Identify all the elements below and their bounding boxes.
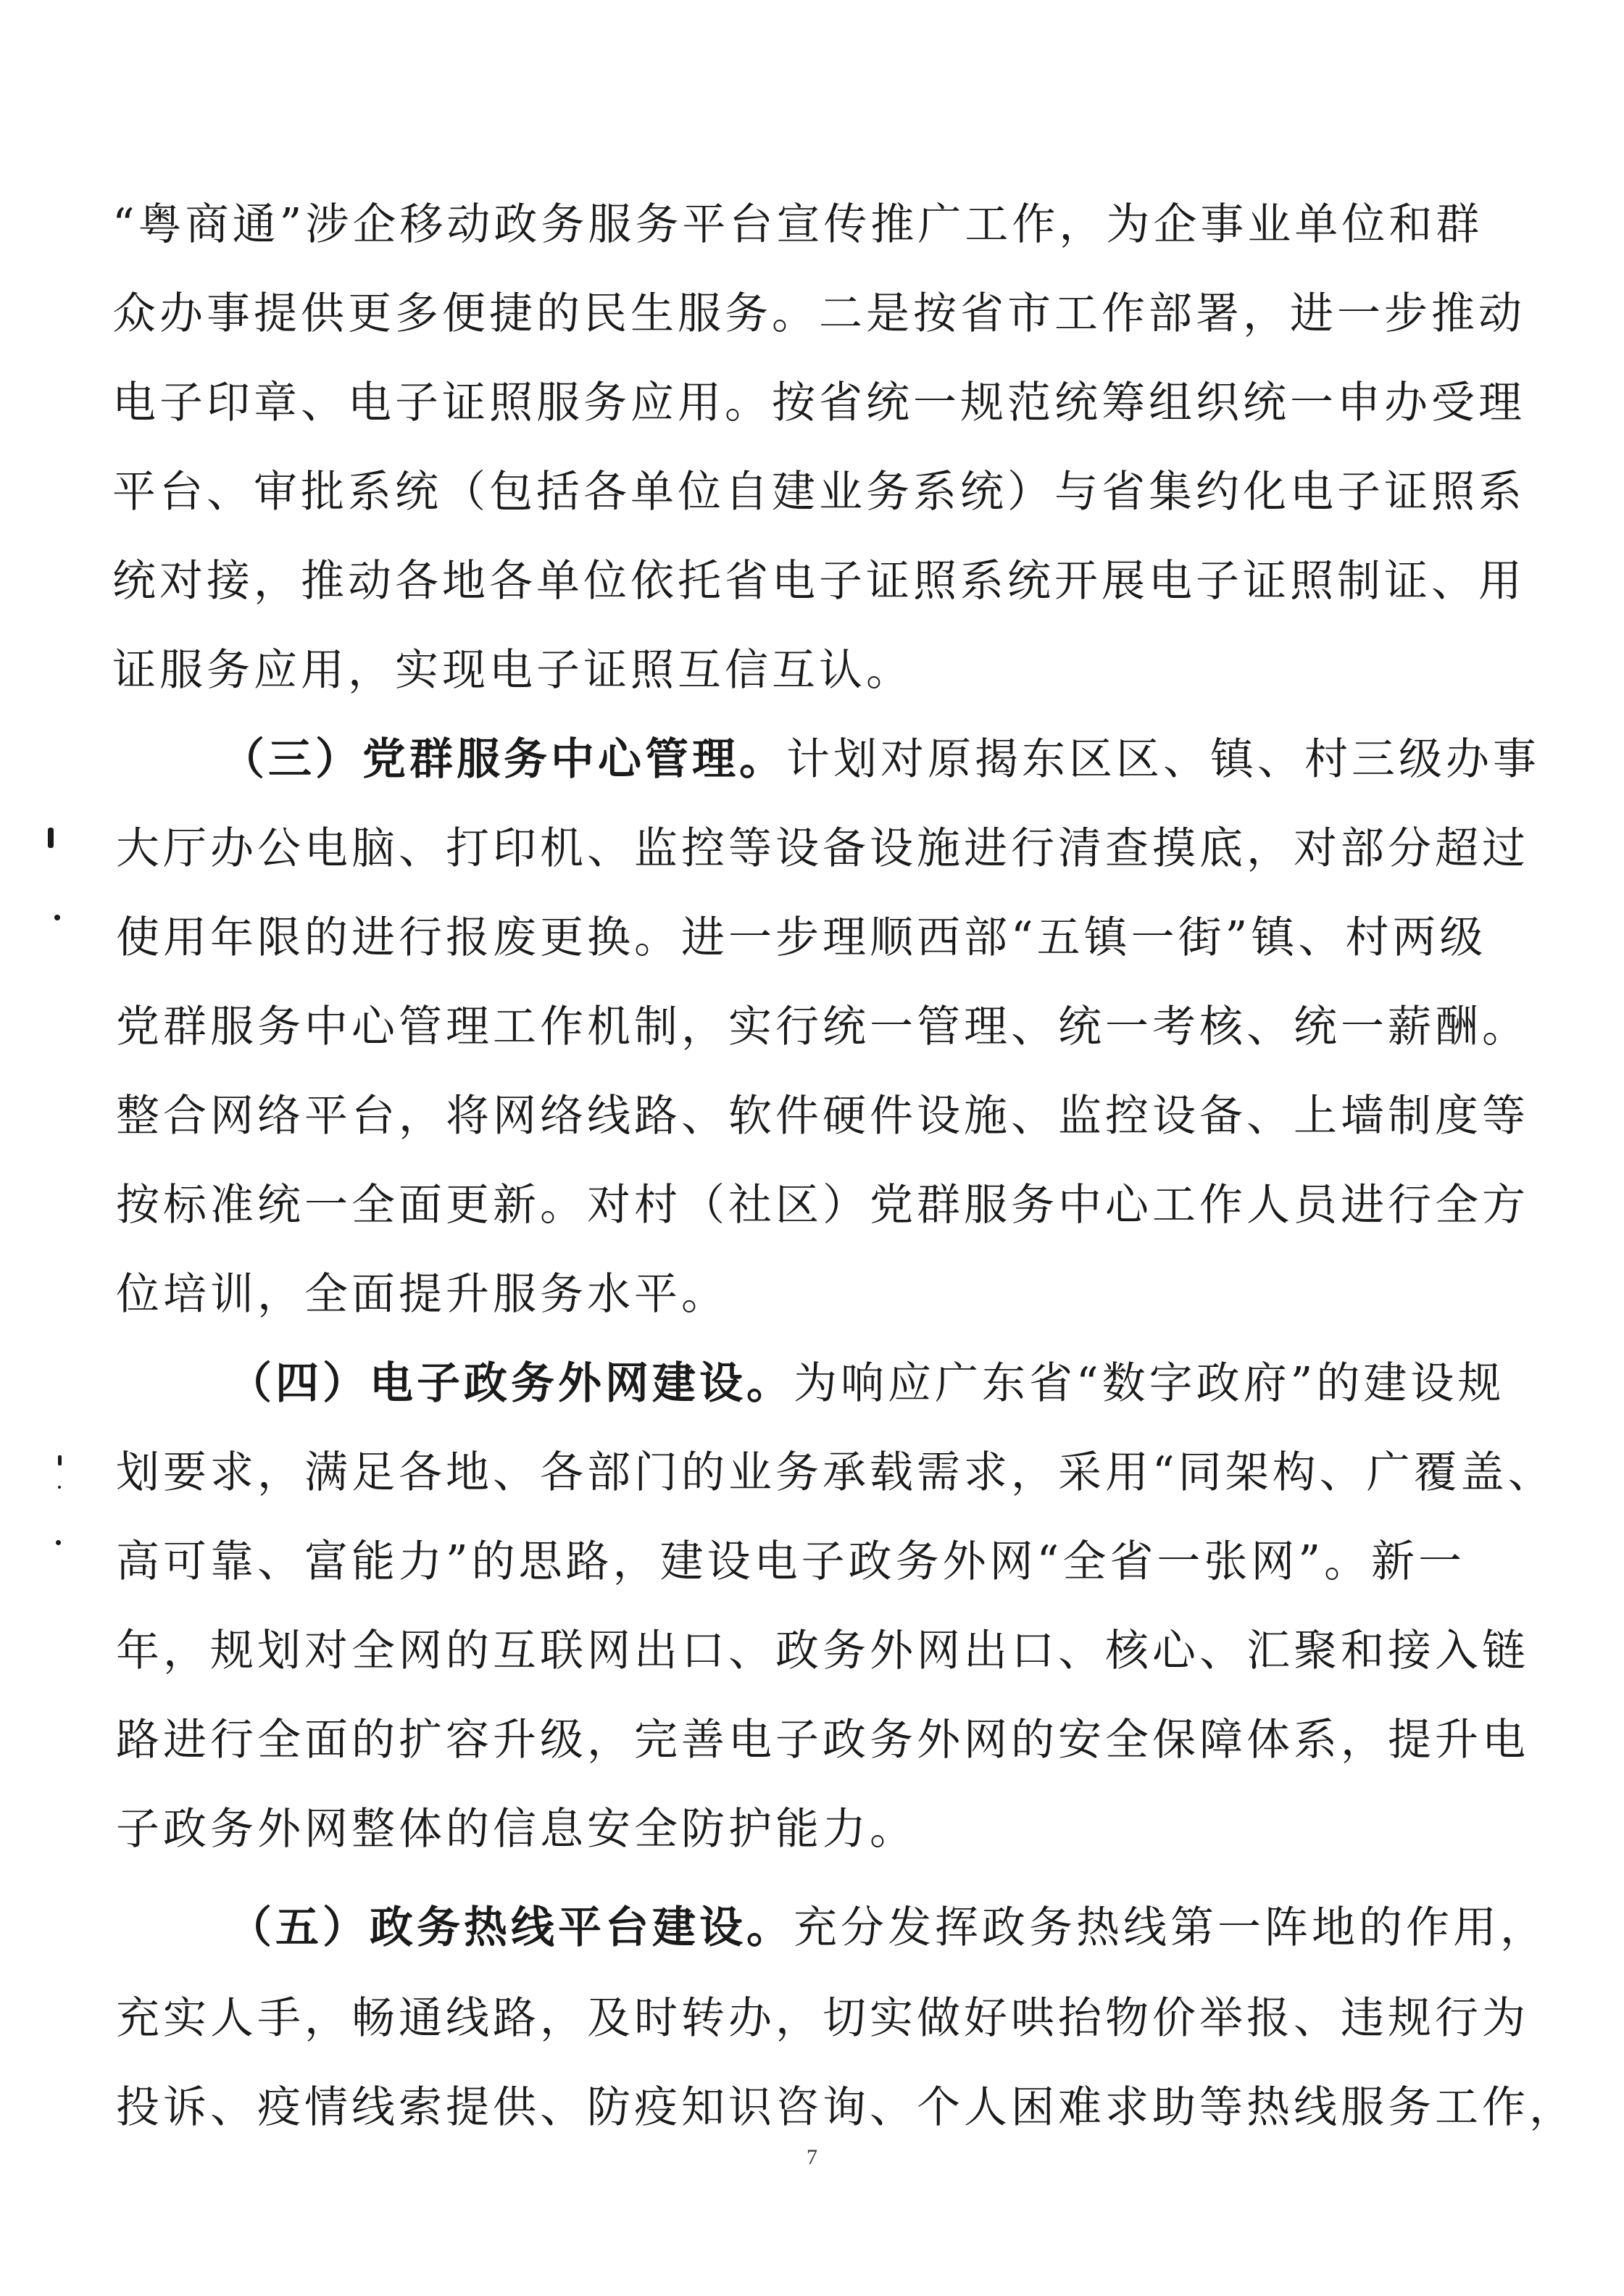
body-line: 统对接，推动各地各单位依托省电子证照系统开展电子证照制证、用 bbox=[112, 556, 1525, 607]
section-heading-line bbox=[112, 731, 1540, 789]
body-line: 充实人手，畅通线路，及时转办，切实做好哄抬物价举报、违规行为 bbox=[116, 1993, 1529, 2044]
binding-hole-mark bbox=[58, 1486, 61, 1489]
section-heading: （四）电子政务外网建设。 bbox=[228, 1358, 794, 1409]
body-line: 划要求，满足各地、各部门的业务承载需求，采用“同架构、广覆盖、 bbox=[116, 1447, 1555, 1498]
body-text: 充分发挥政务热线第一阵地的作用， bbox=[794, 1902, 1547, 1953]
body-line: 年，规划对全网的互联网出口、政务外网出口、核心、汇聚和接入链 bbox=[116, 1626, 1529, 1676]
body-line: 按标准统一全面更新。对村（社区）党群服务中心工作人员进行全方 bbox=[116, 1180, 1529, 1231]
section-heading-line bbox=[112, 1355, 1505, 1413]
body-line: 整合网络平台，将网络线路、软件硬件设施、监控设备、上墙制度等 bbox=[116, 1091, 1529, 1141]
binding-hole-mark bbox=[58, 1455, 62, 1465]
body-text: 计划对原揭东区区、镇、村三级办事 bbox=[786, 734, 1540, 785]
section-heading-line bbox=[112, 1899, 1547, 1957]
body-line: 子政务外网整体的信息安全防护能力。 bbox=[116, 1804, 917, 1855]
body-line: “粤商通”涉企移动政务服务平台宣传推广工作，为企事业单位和群 bbox=[112, 199, 1483, 250]
body-text: 为响应广东省“数字政府”的建设规 bbox=[794, 1358, 1505, 1409]
section-heading: （五）政务热线平台建设。 bbox=[228, 1902, 794, 1953]
section-heading: （三）党群服务中心管理。 bbox=[221, 734, 786, 785]
body-line: 路进行全面的扩容升级，完善电子政务外网的安全保障体系，提升电 bbox=[116, 1715, 1529, 1765]
binding-hole-mark bbox=[56, 1540, 61, 1545]
body-line: 证服务应用，实现电子证照互信互认。 bbox=[112, 645, 913, 696]
body-line: 电子印章、电子证照服务应用。按省统一规范统筹组织统一申办受理 bbox=[112, 378, 1525, 428]
body-line: 众办事提供更多便捷的民生服务。二是按省市工作部署，进一步推动 bbox=[112, 288, 1525, 339]
page-number: 7 bbox=[807, 2145, 817, 2169]
body-line: 投诉、疫情线索提供、防疫知识咨询、个人困难求助等热线服务工作， bbox=[116, 2082, 1576, 2133]
body-line: 高可靠、富能力”的思路，建设电子政务外网“全省一张网”。新一 bbox=[116, 1536, 1466, 1587]
body-line: 平台、审批系统（包括各单位自建业务系统）与省集约化电子证照系 bbox=[112, 467, 1525, 517]
body-line: 使用年限的进行报废更换。进一步理顺西部“五镇一街”镇、村两级 bbox=[116, 912, 1487, 963]
body-line: 大厅办公电脑、打印机、监控等设备设施进行清查摸底，对部分超过 bbox=[116, 823, 1529, 874]
body-line: 位培训，全面提升服务水平。 bbox=[116, 1269, 728, 1320]
binding-hole-mark bbox=[54, 915, 60, 920]
binding-hole-mark bbox=[48, 828, 54, 848]
body-line: 党群服务中心管理工作机制，实行统一管理、统一考核、统一薪酬。 bbox=[116, 1002, 1529, 1052]
